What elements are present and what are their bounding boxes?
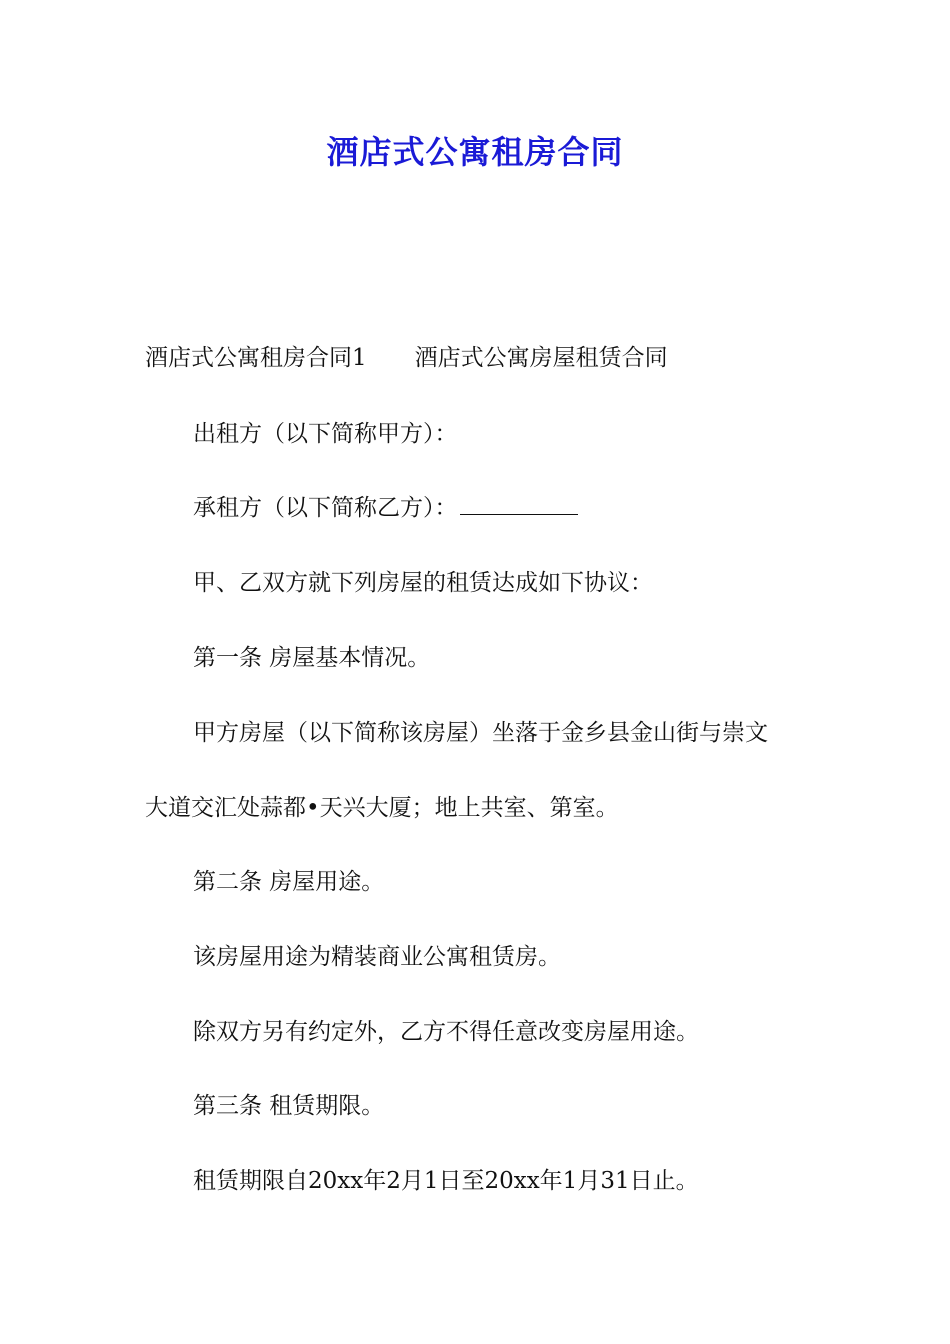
lessee-label: 承租方（以下简称乙方）： xyxy=(193,495,458,521)
contract-heading-left: 酒店式公寓租房合同1 xyxy=(145,345,367,371)
article-2-title: 第二条 房屋用途。 xyxy=(193,869,385,895)
article-1-title: 第一条 房屋基本情况。 xyxy=(193,645,431,671)
article-1-body-line1: 甲方房屋（以下简称该房屋）坐落于金乡县金山街与崇文 xyxy=(193,720,768,746)
article-2-body2: 除双方另有约定外，乙方不得任意改变房屋用途。 xyxy=(193,1019,699,1045)
article-1-body-line2: 大道交汇处蒜都•天兴大厦；地上共室、第室。 xyxy=(145,795,619,821)
document-title: 酒店式公寓租房合同 xyxy=(326,133,624,171)
contract-heading-right: 酒店式公寓房屋租赁合同 xyxy=(414,345,668,371)
article-3-title: 第三条 租赁期限。 xyxy=(193,1093,385,1119)
lessor-line: 出租方（以下简称甲方）： xyxy=(193,421,458,447)
lessee-blank-field xyxy=(460,492,578,515)
article-2-body1: 该房屋用途为精装商业公寓租赁房。 xyxy=(193,944,561,970)
contract-heading xyxy=(145,342,668,374)
article-3-body: 租赁期限自20xx年2月1日至20xx年1月31日止。 xyxy=(193,1168,699,1194)
agreement-paragraph: 甲、乙双方就下列房屋的租赁达成如下协议： xyxy=(193,570,653,596)
lessee-line xyxy=(193,492,578,524)
